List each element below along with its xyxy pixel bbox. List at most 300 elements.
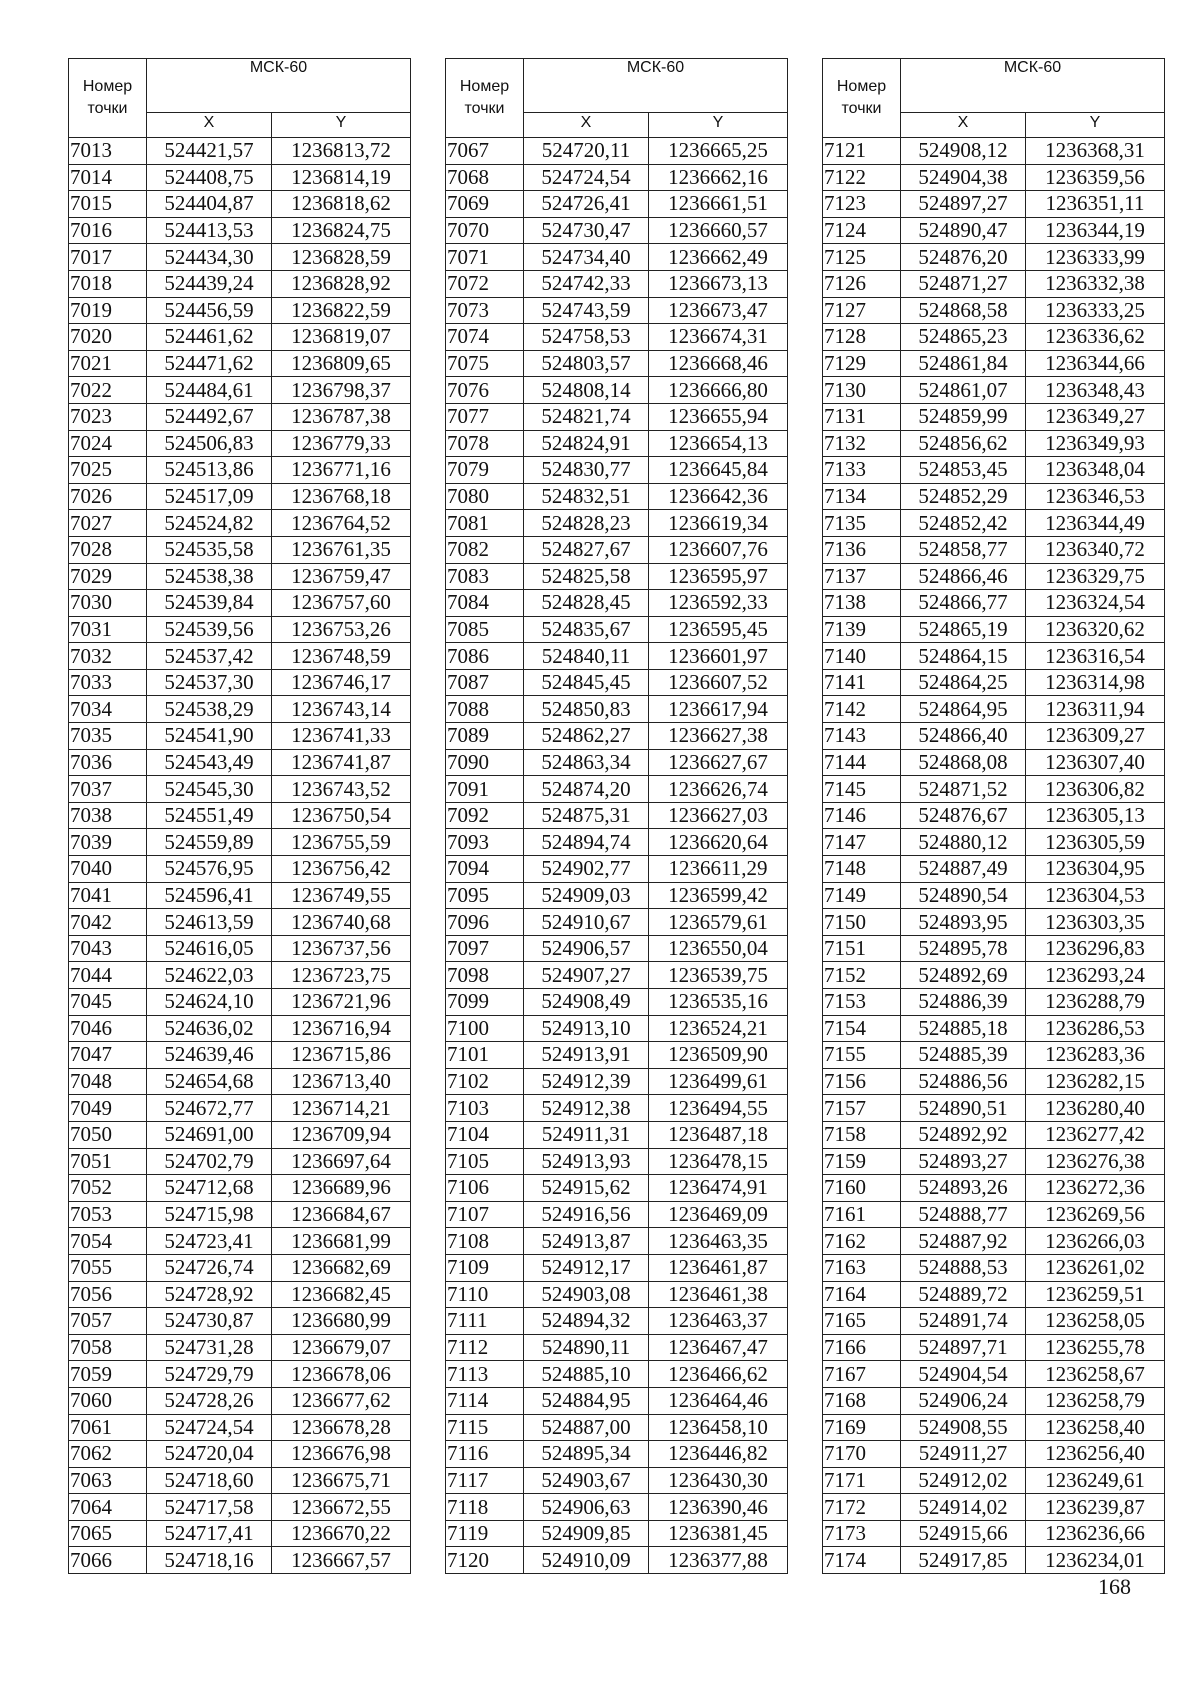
x-value-cell: 524864,95 [901,696,1026,723]
x-value-cell: 524835,67 [524,616,649,643]
point-number-cell: 7162 [823,1228,901,1255]
x-value-cell: 524622,03 [147,962,272,989]
y-value-cell: 1236304,53 [1026,882,1165,909]
y-value-cell: 1236617,94 [649,696,788,723]
point-number-cell: 7067 [446,138,524,165]
x-value-cell: 524892,69 [901,962,1026,989]
table-row [823,536,1165,563]
table-row [446,643,788,670]
y-value-cell: 1236678,06 [272,1361,411,1388]
x-value-cell: 524720,04 [147,1441,272,1468]
y-value-cell: 1236478,15 [649,1148,788,1175]
table-row [69,1254,411,1281]
table-row [823,909,1165,936]
table-row [446,563,788,590]
table-row [823,1201,1165,1228]
point-number-cell: 7056 [69,1281,147,1308]
x-value-cell: 524576,95 [147,856,272,883]
table-row [823,1015,1165,1042]
coordinate-table [445,58,788,1574]
point-number-cell: 7158 [823,1121,901,1148]
point-number-cell: 7086 [446,643,524,670]
x-value-cell: 524654,68 [147,1068,272,1095]
table-row [69,324,411,351]
table-row [69,1308,411,1335]
point-number-cell: 7052 [69,1175,147,1202]
y-value-cell: 1236359,56 [1026,164,1165,191]
table-row [69,297,411,324]
table-row [823,723,1165,750]
point-number-cell: 7135 [823,510,901,537]
x-value-cell: 524891,74 [901,1308,1026,1335]
point-number-cell: 7016 [69,217,147,244]
x-value-cell: 524895,34 [524,1441,649,1468]
point-number-cell: 7079 [446,457,524,484]
point-number-cell: 7143 [823,723,901,750]
table-row [446,1547,788,1574]
table-row [446,377,788,404]
point-number-header: Номер точки [446,59,524,138]
table-row [69,1095,411,1122]
point-number-cell: 7101 [446,1042,524,1069]
x-value-cell: 524808,14 [524,377,649,404]
x-value-cell: 524730,47 [524,217,649,244]
point-number-cell: 7029 [69,563,147,590]
point-number-cell: 7026 [69,483,147,510]
x-value-cell: 524910,09 [524,1547,649,1574]
y-value-cell: 1236535,16 [649,989,788,1016]
table-row [446,1467,788,1494]
x-value-cell: 524871,52 [901,776,1026,803]
table-row [69,962,411,989]
x-value-cell: 524413,53 [147,217,272,244]
x-value-cell: 524717,58 [147,1494,272,1521]
y-value-cell: 1236467,47 [649,1334,788,1361]
point-number-cell: 7131 [823,403,901,430]
y-value-cell: 1236305,13 [1026,802,1165,829]
x-value-cell: 524915,62 [524,1175,649,1202]
y-value-cell: 1236368,31 [1026,138,1165,165]
x-value-cell: 524421,57 [147,138,272,165]
point-number-cell: 7146 [823,802,901,829]
table-row [446,590,788,617]
x-value-cell: 524434,30 [147,244,272,271]
y-value-cell: 1236307,40 [1026,749,1165,776]
x-value-cell: 524828,45 [524,590,649,617]
x-value-cell: 524724,54 [524,164,649,191]
table-row [69,643,411,670]
x-value-cell: 524852,29 [901,483,1026,510]
y-value-cell: 1236661,51 [649,191,788,218]
x-value-cell: 524728,92 [147,1281,272,1308]
point-number-cell: 7173 [823,1520,901,1547]
coordinate-system-header: МСК-60 [901,59,1165,113]
table-row [823,297,1165,324]
y-value-cell: 1236333,99 [1026,244,1165,271]
y-value-cell: 1236320,62 [1026,616,1165,643]
x-value-cell: 524517,09 [147,483,272,510]
x-value-cell: 524876,67 [901,802,1026,829]
table-row [446,403,788,430]
x-value-cell: 524911,31 [524,1121,649,1148]
point-number-cell: 7042 [69,909,147,936]
x-value-cell: 524917,85 [901,1547,1026,1574]
y-value-cell: 1236756,42 [272,856,411,883]
point-number-cell: 7122 [823,164,901,191]
x-value-cell: 524484,61 [147,377,272,404]
table-row [446,217,788,244]
y-value-cell: 1236288,79 [1026,989,1165,1016]
table-row [446,1387,788,1414]
x-value-cell: 524902,77 [524,856,649,883]
point-number-cell: 7091 [446,776,524,803]
y-value-cell: 1236494,55 [649,1095,788,1122]
y-value-cell: 1236713,40 [272,1068,411,1095]
y-value-cell: 1236276,38 [1026,1148,1165,1175]
table-row [823,669,1165,696]
point-number-cell: 7082 [446,536,524,563]
point-number-cell: 7129 [823,350,901,377]
y-value-cell: 1236660,57 [649,217,788,244]
point-number-cell: 7035 [69,723,147,750]
y-value-cell: 1236599,42 [649,882,788,909]
y-value-cell: 1236654,13 [649,430,788,457]
point-number-cell: 7140 [823,643,901,670]
table-row [823,563,1165,590]
x-value-cell: 524909,85 [524,1520,649,1547]
point-number-cell: 7074 [446,324,524,351]
x-value-cell: 524803,57 [524,350,649,377]
point-number-cell: 7025 [69,457,147,484]
point-number-cell: 7170 [823,1441,901,1468]
y-value-cell: 1236620,64 [649,829,788,856]
x-value-cell: 524828,23 [524,510,649,537]
point-number-cell: 7047 [69,1042,147,1069]
x-value-cell: 524904,54 [901,1361,1026,1388]
point-number-cell: 7109 [446,1254,524,1281]
y-value-cell: 1236351,11 [1026,191,1165,218]
x-value-cell: 524875,31 [524,802,649,829]
table-row [823,217,1165,244]
table-row [823,749,1165,776]
point-number-cell: 7033 [69,669,147,696]
x-value-cell: 524895,78 [901,935,1026,962]
point-number-cell: 7107 [446,1201,524,1228]
x-value-cell: 524691,00 [147,1121,272,1148]
point-number-cell: 7078 [446,430,524,457]
point-number-cell: 7148 [823,856,901,883]
table-row [69,1015,411,1042]
table-row [823,1042,1165,1069]
x-value-cell: 524913,91 [524,1042,649,1069]
x-value-cell: 524915,66 [901,1520,1026,1547]
x-value-cell: 524539,56 [147,616,272,643]
y-value-cell: 1236283,36 [1026,1042,1165,1069]
point-number-cell: 7040 [69,856,147,883]
y-value-cell: 1236303,35 [1026,909,1165,936]
y-value-cell: 1236709,94 [272,1121,411,1148]
y-value-cell: 1236750,54 [272,802,411,829]
point-number-cell: 7092 [446,802,524,829]
table-row [446,1308,788,1335]
x-value-cell: 524702,79 [147,1148,272,1175]
x-value-cell: 524729,79 [147,1361,272,1388]
point-number-cell: 7134 [823,483,901,510]
table-row [69,1414,411,1441]
x-value-cell: 524408,75 [147,164,272,191]
y-value-cell: 1236466,62 [649,1361,788,1388]
x-value-cell: 524887,49 [901,856,1026,883]
x-value-cell: 524871,27 [901,270,1026,297]
y-value-cell: 1236759,47 [272,563,411,590]
table-row [446,270,788,297]
x-value-cell: 524543,49 [147,749,272,776]
x-value-cell: 524861,84 [901,350,1026,377]
point-number-cell: 7157 [823,1095,901,1122]
table-row [69,749,411,776]
point-number-cell: 7095 [446,882,524,909]
point-number-cell: 7163 [823,1254,901,1281]
table-row [823,377,1165,404]
point-number-cell: 7141 [823,669,901,696]
point-number-cell: 7080 [446,483,524,510]
point-number-cell: 7115 [446,1414,524,1441]
point-number-cell: 7060 [69,1387,147,1414]
x-value-cell: 524911,27 [901,1441,1026,1468]
table-row [446,616,788,643]
point-number-cell: 7152 [823,962,901,989]
x-value-cell: 524903,67 [524,1467,649,1494]
y-value-cell: 1236461,38 [649,1281,788,1308]
table-row [446,723,788,750]
y-value-cell: 1236463,35 [649,1228,788,1255]
x-value-cell: 524830,77 [524,457,649,484]
y-value-cell: 1236539,75 [649,962,788,989]
x-value-cell: 524916,56 [524,1201,649,1228]
point-number-cell: 7023 [69,403,147,430]
y-value-cell: 1236293,24 [1026,962,1165,989]
y-value-cell: 1236743,14 [272,696,411,723]
x-value-cell: 524868,08 [901,749,1026,776]
x-value-cell: 524859,99 [901,403,1026,430]
x-value-cell: 524717,41 [147,1520,272,1547]
table-row [69,1467,411,1494]
point-number-cell: 7151 [823,935,901,962]
y-value-cell: 1236813,72 [272,138,411,165]
y-value-cell: 1236619,34 [649,510,788,537]
y-value-cell: 1236673,13 [649,270,788,297]
y-column-header: Y [1026,113,1165,138]
y-value-cell: 1236487,18 [649,1121,788,1148]
table-row [823,1441,1165,1468]
table-row [823,1361,1165,1388]
y-value-cell: 1236296,83 [1026,935,1165,962]
y-value-cell: 1236236,66 [1026,1520,1165,1547]
y-value-cell: 1236377,88 [649,1547,788,1574]
table-row [69,217,411,244]
y-value-cell: 1236673,47 [649,297,788,324]
point-number-cell: 7156 [823,1068,901,1095]
table-row [823,403,1165,430]
y-value-cell: 1236674,31 [649,324,788,351]
table-row [446,297,788,324]
table-row [446,749,788,776]
table-row [823,244,1165,271]
y-value-cell: 1236741,33 [272,723,411,750]
point-number-cell: 7138 [823,590,901,617]
y-value-cell: 1236461,87 [649,1254,788,1281]
x-value-cell: 524880,12 [901,829,1026,856]
coordinate-system-header: МСК-60 [147,59,411,113]
table-row [446,1121,788,1148]
table-row [446,1281,788,1308]
y-value-cell: 1236768,18 [272,483,411,510]
y-value-cell: 1236524,21 [649,1015,788,1042]
table-row [69,563,411,590]
table-row [823,483,1165,510]
point-number-cell: 7036 [69,749,147,776]
y-value-cell: 1236595,97 [649,563,788,590]
point-number-cell: 7093 [446,829,524,856]
x-value-cell: 524715,98 [147,1201,272,1228]
x-value-cell: 524897,71 [901,1334,1026,1361]
x-value-cell: 524853,45 [901,457,1026,484]
x-value-cell: 524832,51 [524,483,649,510]
table-row [69,1494,411,1521]
y-value-cell: 1236627,67 [649,749,788,776]
point-number-cell: 7120 [446,1547,524,1574]
x-value-cell: 524866,46 [901,563,1026,590]
table-row [69,1201,411,1228]
point-number-cell: 7103 [446,1095,524,1122]
y-value-cell: 1236458,10 [649,1414,788,1441]
point-number-cell: 7125 [823,244,901,271]
point-number-cell: 7133 [823,457,901,484]
y-value-cell: 1236261,02 [1026,1254,1165,1281]
y-value-cell: 1236822,59 [272,297,411,324]
table-row [446,483,788,510]
point-number-cell: 7024 [69,430,147,457]
point-number-cell: 7063 [69,1467,147,1494]
y-value-cell: 1236314,98 [1026,669,1165,696]
x-value-cell: 524535,58 [147,536,272,563]
x-value-cell: 524551,49 [147,802,272,829]
table-row [446,1520,788,1547]
y-value-cell: 1236761,35 [272,536,411,563]
x-value-cell: 524742,33 [524,270,649,297]
table-row [446,1068,788,1095]
table-row [69,244,411,271]
y-value-cell: 1236259,51 [1026,1281,1165,1308]
y-value-cell: 1236809,65 [272,350,411,377]
x-value-cell: 524908,49 [524,989,649,1016]
point-number-cell: 7058 [69,1334,147,1361]
table-row [69,1441,411,1468]
table-row [446,536,788,563]
x-value-cell: 524613,59 [147,909,272,936]
y-value-cell: 1236305,59 [1026,829,1165,856]
point-number-cell: 7021 [69,350,147,377]
point-number-cell: 7118 [446,1494,524,1521]
y-value-cell: 1236627,38 [649,723,788,750]
table-row [446,1201,788,1228]
table-row [69,1121,411,1148]
point-number-cell: 7113 [446,1361,524,1388]
table-row [69,430,411,457]
table-row [69,350,411,377]
y-value-cell: 1236607,52 [649,669,788,696]
y-value-cell: 1236249,61 [1026,1467,1165,1494]
y-value-cell: 1236348,43 [1026,377,1165,404]
table-row [823,1334,1165,1361]
point-number-cell: 7106 [446,1175,524,1202]
point-number-cell: 7043 [69,935,147,962]
x-value-cell: 524890,47 [901,217,1026,244]
x-value-cell: 524886,39 [901,989,1026,1016]
y-value-cell: 1236348,04 [1026,457,1165,484]
point-number-cell: 7128 [823,324,901,351]
x-value-cell: 524912,39 [524,1068,649,1095]
table-row [823,510,1165,537]
y-value-cell: 1236282,15 [1026,1068,1165,1095]
x-value-cell: 524890,54 [901,882,1026,909]
point-number-cell: 7105 [446,1148,524,1175]
coordinate-system-header: МСК-60 [524,59,788,113]
x-value-cell: 524864,25 [901,669,1026,696]
table-row [446,244,788,271]
x-value-cell: 524908,12 [901,138,1026,165]
point-number-cell: 7169 [823,1414,901,1441]
table-row [446,1414,788,1441]
table-row [69,669,411,696]
y-value-cell: 1236304,95 [1026,856,1165,883]
y-value-cell: 1236746,17 [272,669,411,696]
x-value-cell: 524889,72 [901,1281,1026,1308]
y-value-cell: 1236798,37 [272,377,411,404]
x-value-cell: 524672,77 [147,1095,272,1122]
y-value-cell: 1236311,94 [1026,696,1165,723]
y-value-cell: 1236684,67 [272,1201,411,1228]
table-row [69,1281,411,1308]
table-row [823,1467,1165,1494]
point-number-cell: 7168 [823,1387,901,1414]
y-value-cell: 1236667,57 [272,1547,411,1574]
table-row [446,802,788,829]
table-row [446,935,788,962]
x-value-cell: 524906,24 [901,1387,1026,1414]
y-value-cell: 1236757,60 [272,590,411,617]
point-number-cell: 7094 [446,856,524,883]
x-value-cell: 524863,34 [524,749,649,776]
x-value-cell: 524912,38 [524,1095,649,1122]
table-row [446,457,788,484]
y-value-cell: 1236665,25 [649,138,788,165]
table-row [446,669,788,696]
y-value-cell: 1236592,33 [649,590,788,617]
x-value-cell: 524888,53 [901,1254,1026,1281]
coordinate-table [68,58,411,1574]
y-value-cell: 1236239,87 [1026,1494,1165,1521]
point-number-cell: 7083 [446,563,524,590]
x-value-cell: 524909,03 [524,882,649,909]
point-number-cell: 7161 [823,1201,901,1228]
point-number-cell: 7054 [69,1228,147,1255]
y-value-cell: 1236676,98 [272,1441,411,1468]
y-value-cell: 1236316,54 [1026,643,1165,670]
table-row [446,1148,788,1175]
point-number-cell: 7065 [69,1520,147,1547]
point-number-cell: 7124 [823,217,901,244]
